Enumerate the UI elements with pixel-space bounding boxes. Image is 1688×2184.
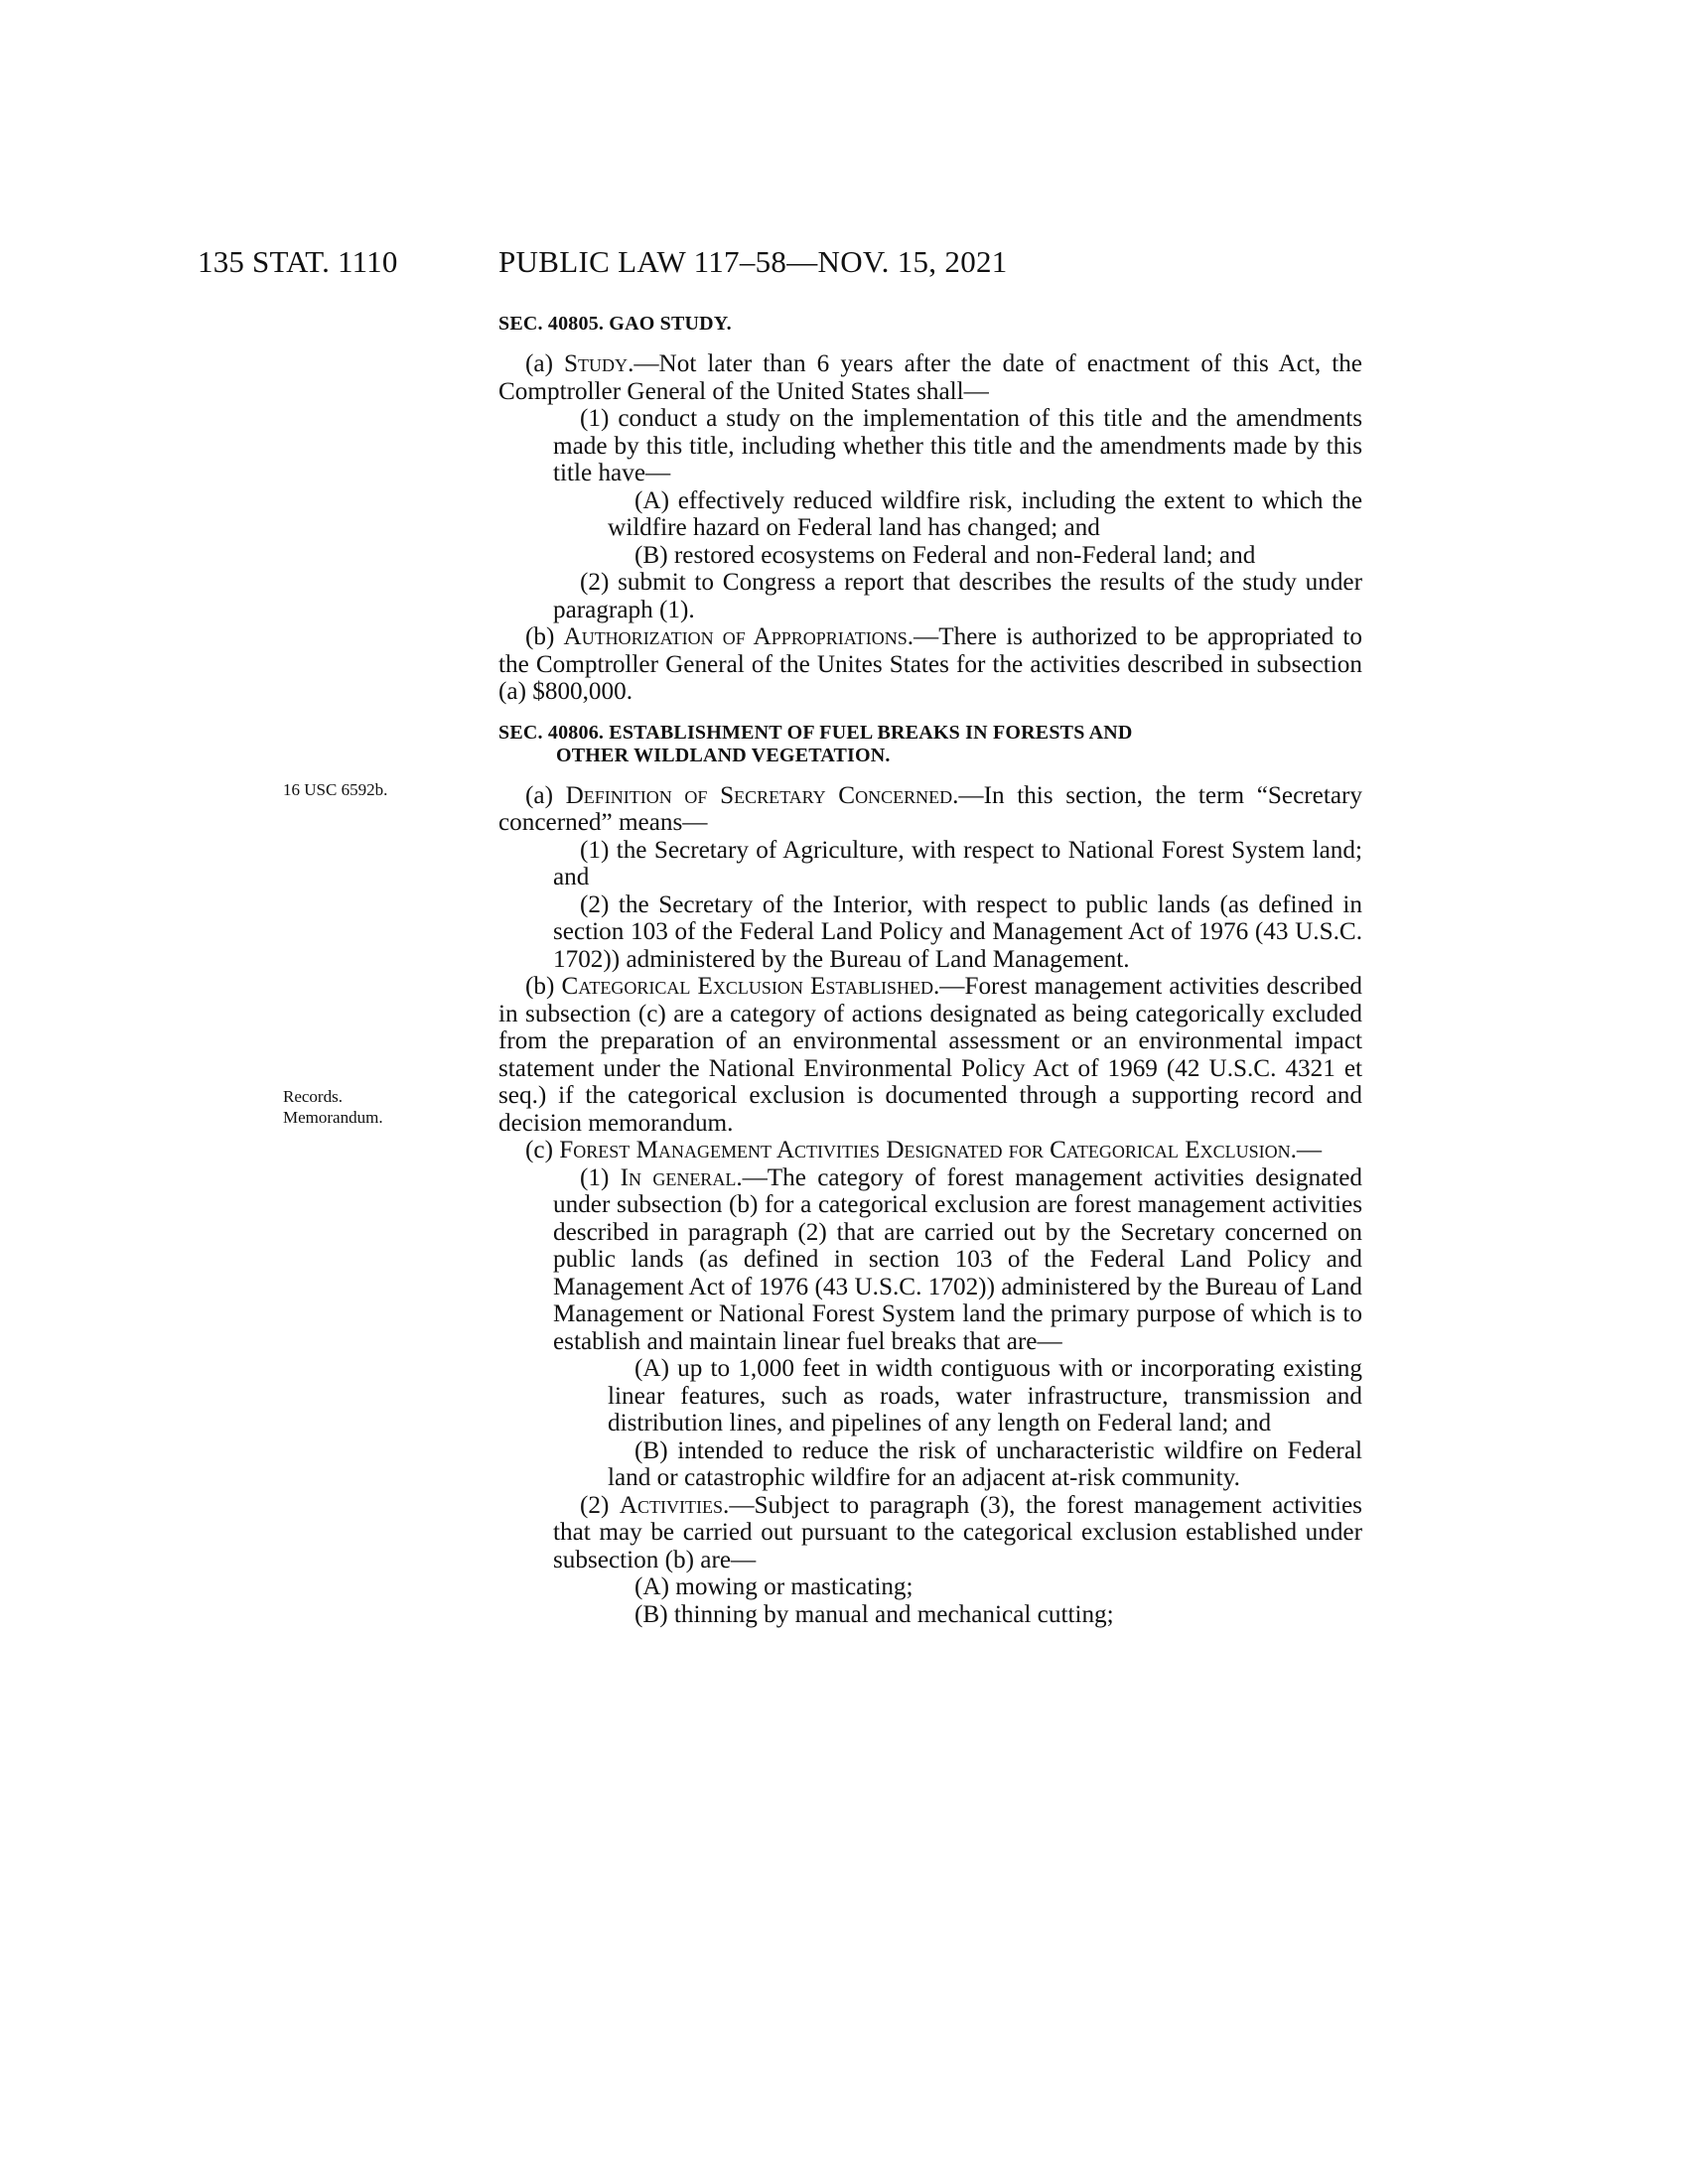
subparagraph-c2B: (B) thinning by manual and mechanical cutting; <box>634 1600 1114 1628</box>
subsection-label: (b) <box>525 623 564 650</box>
subsection-caption: Categorical Exclusion Established <box>561 973 933 1000</box>
margin-note-usc: 16 USC 6592b. <box>283 780 388 799</box>
subsection-text: .—Not later than 6 years after the date of enactment of this Act, the Comptroller General of the United States shall— <box>498 350 1362 405</box>
subsection-label: (a) <box>525 781 566 809</box>
paragraph-a1: (1) the Secretary of Agriculture, with respect to National Forest System land; and <box>553 836 1362 890</box>
subsection-caption: Authorization of Appropriations <box>563 623 908 650</box>
paragraph-a2: (2) submit to Congress a report that describes the results of the study under paragraph (1). <box>553 569 1362 623</box>
paragraph-text: .—Subject to paragraph (3), the forest management activities that may be carried out pursuant to the categorical exclusion established under subsection (b) are— <box>553 1491 1362 1573</box>
subsection-label: (a) <box>525 350 565 377</box>
paragraph-caption: Activities <box>619 1491 724 1519</box>
subparagraph-c2A: (A) mowing or masticating; <box>634 1573 914 1600</box>
page-header <box>0 244 1688 284</box>
paragraph-label: (1) <box>580 1163 621 1191</box>
margin-note-records: Records. <box>283 1087 343 1106</box>
subsection-text: .—Forest management activities described in subsection (c) are a category of actions designated as being categorically excluded from the preparation of an environmental assessment or an environmental impact statement under the National Environmental Policy Act of 1969 (42 U.S.C. 4321 et seq.) if the categorical exclusion is documented through a supporting record and decision memorandum. <box>498 973 1362 1137</box>
paragraph-a1: (1) conduct a study on the implementation of this title and the amendments made by this title, including whether this title and the amendments made by this title have— <box>553 405 1362 486</box>
subsection-text: .—There is authorized to be appropriated to the Comptroller General of the Unites States for the activities described in subsection (a) $800,000. <box>498 623 1362 705</box>
subparagraph-c1B: (B) intended to reduce the risk of uncharacteristic wildfire on Federal land or catastrophic wildfire for an adjacent at-risk community. <box>608 1436 1362 1491</box>
statute-text <box>498 313 1362 1628</box>
subsection-caption: Forest Management Activities Designated for Categorical Exclusion <box>559 1137 1291 1163</box>
margin-note-memorandum: Memorandum. <box>283 1108 383 1127</box>
section-heading-40806 <box>498 722 1362 767</box>
subsection-c-activities-designated <box>498 1137 1362 1164</box>
subsection-b-authorization <box>498 623 1362 706</box>
subsection-a-study <box>498 350 1362 405</box>
subsection-caption: Study <box>564 350 629 377</box>
subsection-text: .—In this section, the term “Secretary concerned” means— <box>498 781 1362 836</box>
section-heading-line-2: OTHER WILDLAND VEGETATION. <box>556 744 891 766</box>
paragraph-label: (2) <box>580 1491 620 1519</box>
subparagraph-a1A: (A) effectively reduced wildfire risk, including the extent to which the wildfire hazard on Federal land has changed; and <box>608 486 1362 541</box>
subsection-a-definition <box>498 782 1362 837</box>
paragraph-c1-in-general <box>498 1164 1362 1356</box>
public-law-citation: PUBLIC LAW 117–58—NOV. 15, 2021 <box>498 244 1008 279</box>
subsection-caption: Definition of Secretary Concerned <box>565 781 953 809</box>
subsection-b-categorical-exclusion <box>498 973 1362 1137</box>
section-heading-40805: SEC. 40805. GAO STUDY. <box>498 313 732 335</box>
subsection-label: (b) <box>525 973 562 1000</box>
paragraph-text: .—The category of forest management activities designated under subsection (b) for a categorical exclusion are forest management activities described in paragraph (2) that are carried out by the Secretary concerned on public lands (as defined in section 103 of the Federal Land Policy and Management Act of 1976 (43 U.S.C. 1702)) administered by the Bureau of Land Management or National Forest System land the primary purpose of which is to establish and maintain linear fuel breaks that are— <box>553 1163 1362 1355</box>
subparagraph-a1B: (B) restored ecosystems on Federal and non-Federal land; and <box>634 541 1256 569</box>
paragraph-c2-activities <box>498 1492 1362 1574</box>
paragraph-caption: In general <box>620 1163 737 1191</box>
subsection-text: .— <box>1290 1137 1323 1163</box>
section-heading-line-1: SEC. 40806. ESTABLISHMENT OF FUEL BREAKS IN FORESTS AND <box>498 721 1133 744</box>
paragraph-a2: (2) the Secretary of the Interior, with respect to public lands (as defined in section 103 of the Federal Land Policy and Management Act of 1976 (43 U.S.C. 1702)) administered by the Bureau of Land Management. <box>553 890 1362 973</box>
subsection-label: (c) <box>525 1137 560 1163</box>
stat-citation: 135 STAT. 1110 <box>198 244 398 279</box>
subparagraph-c1A: (A) up to 1,000 feet in width contiguous with or incorporating existing linear features, such as roads, water infrastructure, transmission and distribution lines, and pipelines of any length on Federal land; and <box>608 1355 1362 1436</box>
